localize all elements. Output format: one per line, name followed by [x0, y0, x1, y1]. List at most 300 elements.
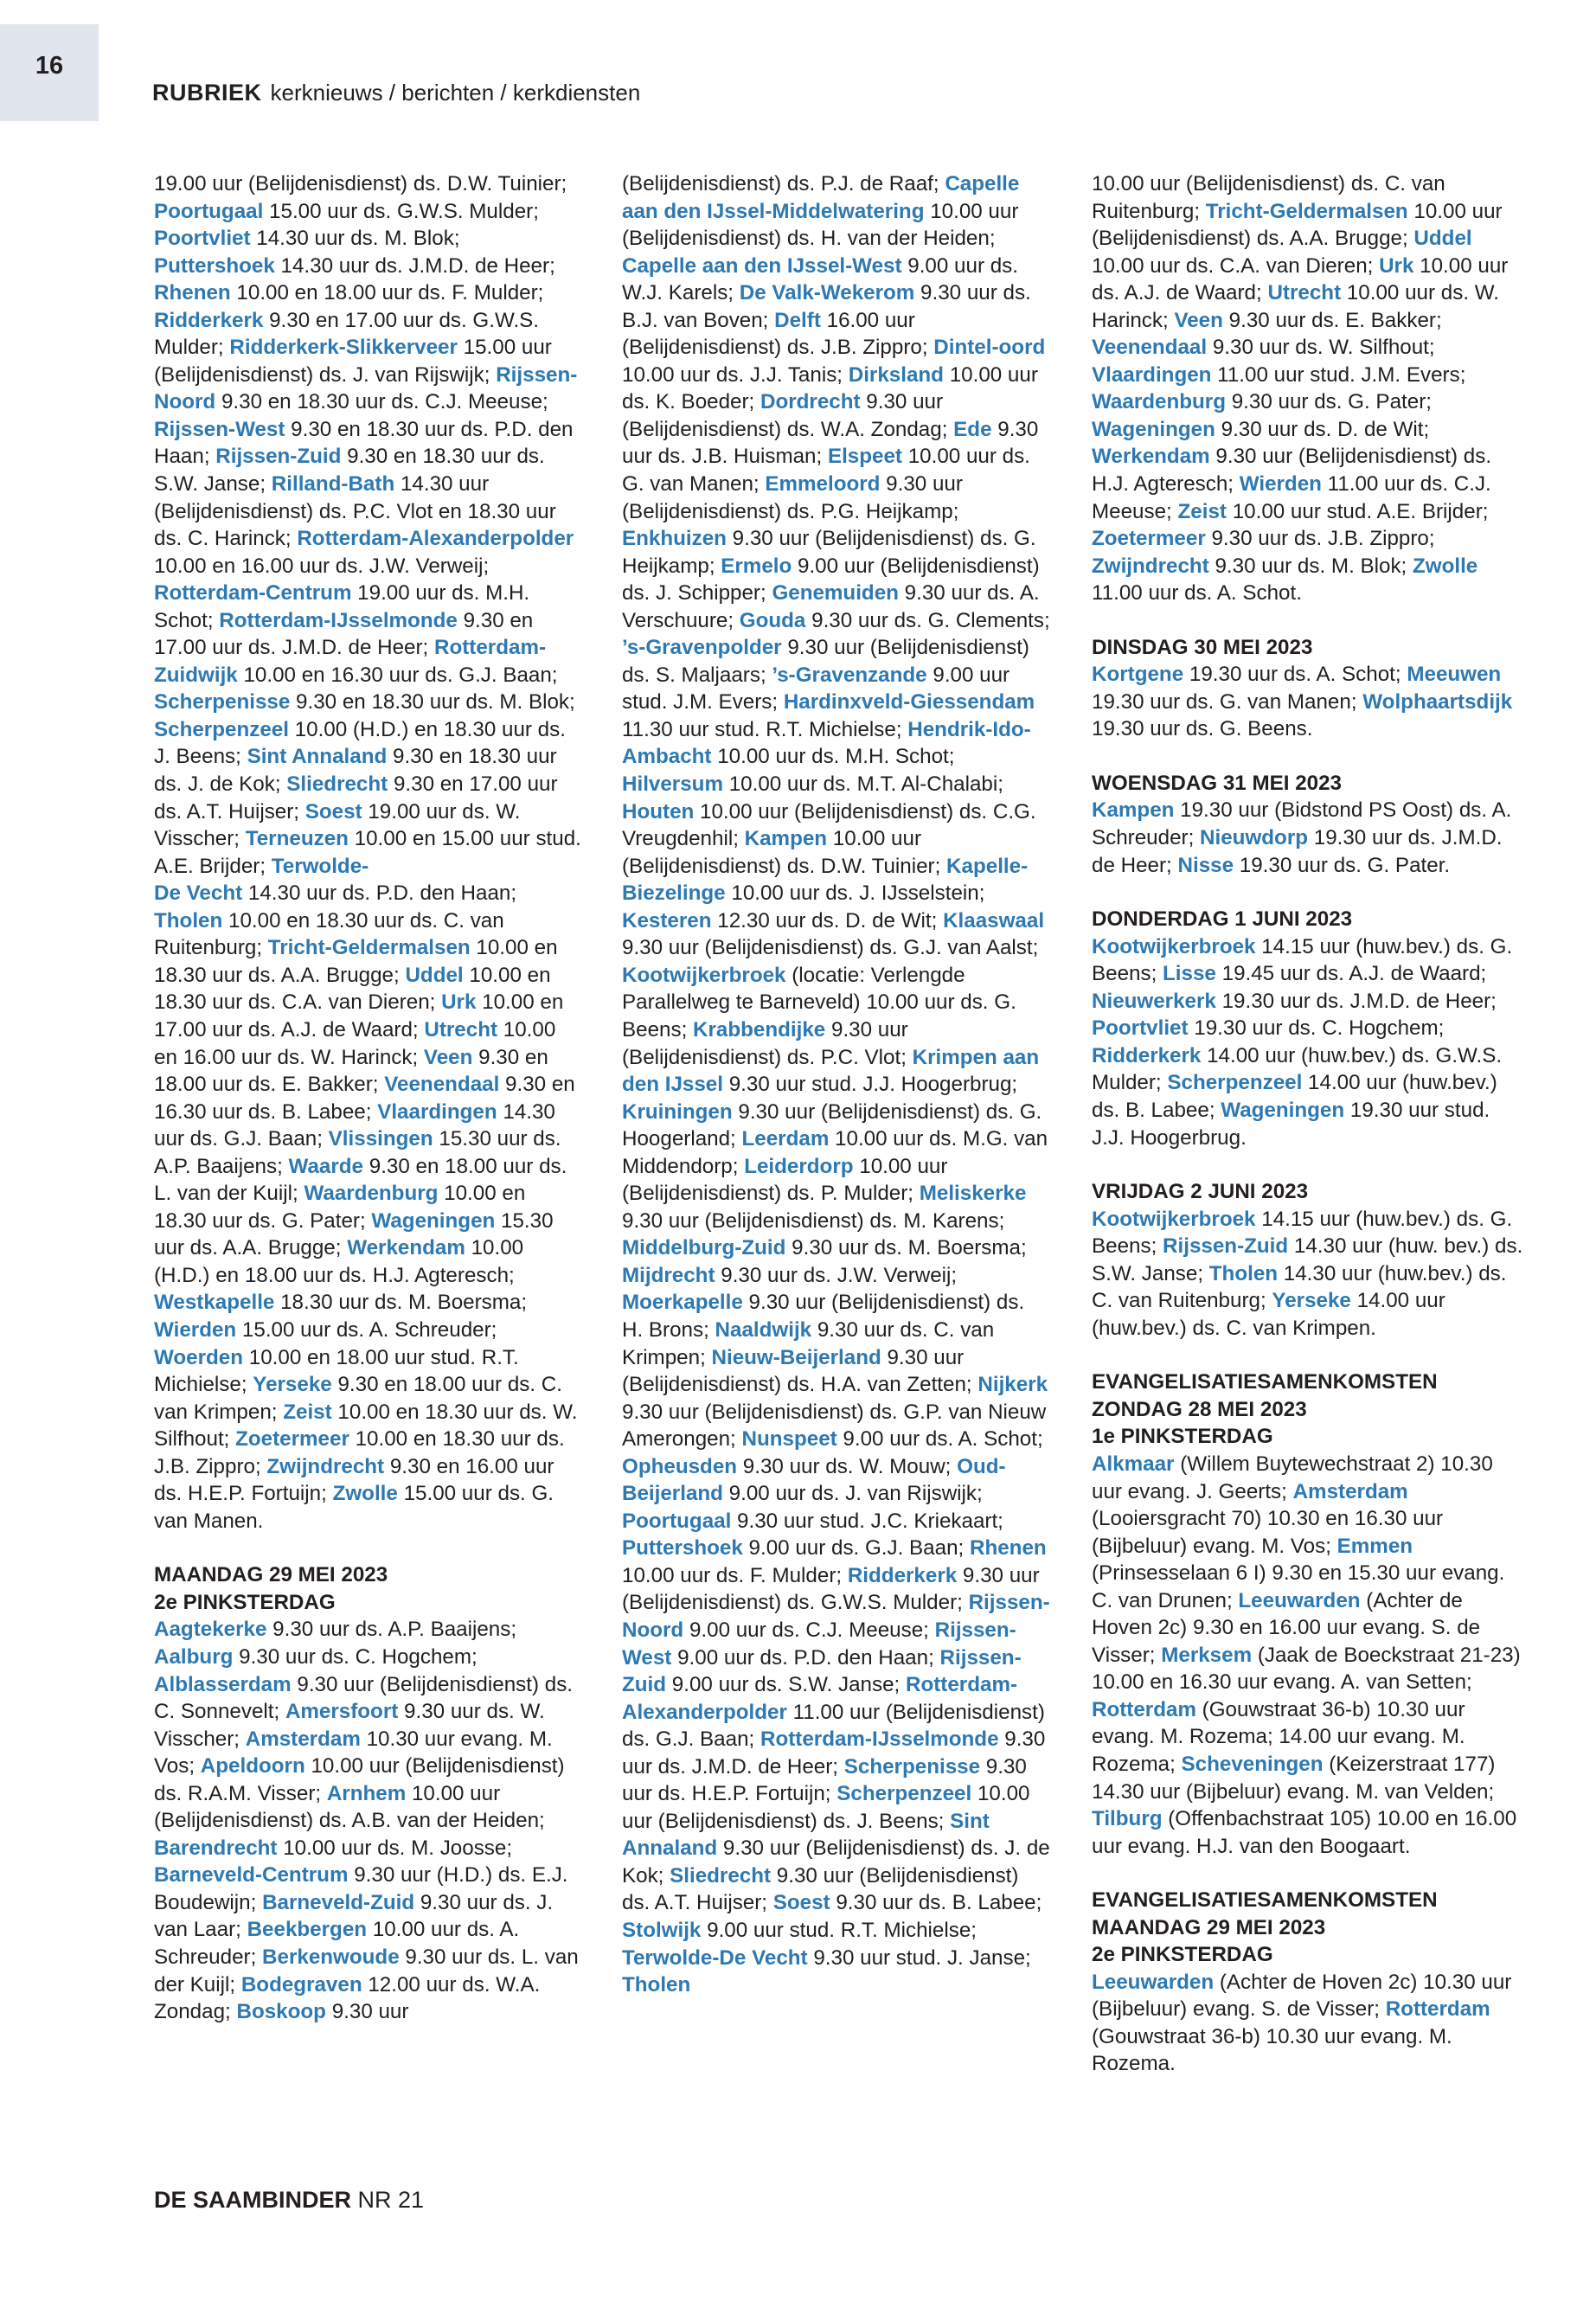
church-name: Delft [774, 308, 821, 332]
service-details: 10.00 uur ds. A.J. de Waard; [1092, 253, 1509, 305]
listing-section [154, 1561, 582, 2025]
church-name: Houten [622, 799, 695, 824]
church-name: Hilversum [622, 772, 723, 797]
church-name: Scherpenisse [843, 1754, 981, 1779]
service-details: 9.30 uur ds. C. Hogchem; [233, 1644, 478, 1669]
section-heading: EVANGELISATIESAMENKOMSTEN [1092, 1888, 1438, 1913]
church-name: Aalburg [154, 1644, 234, 1669]
service-details: 9.30 uur ds. W. Mouw; [737, 1454, 958, 1478]
listing-section [1092, 170, 1524, 607]
church-name: Barneveld-Zuid [262, 1890, 415, 1914]
service-details: 11.00 uur ds. C.J. Meeuse; [1092, 472, 1491, 523]
service-details: 19.30 uur (Bidstond PS Oost) ds. A. Schreuder; [1092, 798, 1512, 850]
service-details: 9.30 uur ds. H.E.P. Fortuijn; [622, 1754, 1027, 1806]
church-name: Veen [423, 1045, 473, 1069]
service-details: (Achter de Hoven 2c) 9.30 en 16.00 uur evang. S. de Visser; [1092, 1588, 1481, 1667]
service-details: 10.00 en 18.30 uur ds. G. Pater; [154, 1182, 526, 1233]
service-details: 9.30 en 18.30 uur ds. P.D. den Haan; [154, 417, 574, 469]
service-details: (locatie: Verlengde Parallelweg te Barneveld) 10.00 uur ds. G. Beens; [622, 963, 1016, 1042]
church-name: Poortvliet [154, 227, 251, 251]
church-name: Yerseke [1272, 1289, 1351, 1313]
column-1 [154, 170, 582, 2026]
church-name: ’s-Gravenpolder [622, 636, 782, 660]
service-details: 9.30 uur ds. G. Clements; [805, 608, 1050, 632]
service-details: 9.30 uur ds. J. van Laar; [154, 1890, 554, 1942]
church-name: Urk [1379, 253, 1414, 278]
church-name: Rhenen [154, 281, 231, 305]
section-heading: 1e PINKSTERDAG [1092, 1425, 1273, 1449]
service-details: 9.00 uur (Belijdenisdienst) ds. J. Schipper; [622, 554, 1040, 606]
service-details: 9.30 en 18.00 uur ds. C. van Krimpen; [154, 1373, 562, 1424]
service-details: 10.00 en 18.00 uur stud. R.T. Michielse; [154, 1345, 519, 1397]
service-details: 9.00 uur ds. G.J. Baan; [742, 1536, 970, 1561]
church-name: Sint Annaland [622, 1809, 990, 1861]
church-name: Waardenburg [1092, 390, 1226, 414]
church-name: Terwolde-De Vecht [622, 1945, 808, 1970]
church-name: Waarde [288, 1154, 364, 1178]
church-name: Mijdrecht [622, 1263, 715, 1287]
listing-section [1092, 634, 1524, 743]
service-details: 15.00 uur ds. A. Schreuder; [236, 1317, 497, 1342]
church-name: Stolwijk [622, 1919, 702, 1942]
service-details: 9.30 en 18.30 uur ds. C.J. Meeuse; [215, 390, 548, 414]
church-name: Naaldwijk [715, 1317, 812, 1342]
church-name: Nijkerk [977, 1373, 1048, 1397]
church-name: Rijssen-West [154, 417, 285, 441]
header-subtitle: kerknieuws / berichten / kerkdiensten [270, 80, 641, 106]
service-details: (Prinsesselaan 6 I) 9.30 en 15.30 uur evang. C. van Drunen; [1092, 1561, 1505, 1612]
church-name: Beekbergen [247, 1918, 368, 1942]
church-name: Kortgene [1092, 663, 1184, 687]
church-name: Rijssen-Zuid [215, 445, 342, 469]
church-name: Emmeloord [765, 472, 881, 497]
service-details: 9.00 uur ds. C.J. Meeuse; [683, 1618, 935, 1642]
church-name: Puttershoek [154, 253, 275, 278]
church-name: Barneveld-Centrum [154, 1863, 349, 1888]
service-details: 10.00 uur stud. A.E. Brijder; [1226, 499, 1489, 523]
church-name: Scherpenisse [154, 690, 291, 715]
service-details: 9.30 uur (Belijdenisdienst) ds. H.J. Agteresch; [1092, 445, 1492, 497]
service-details: 11.00 uur (Belijdenisdienst) ds. G.J. Baan; [622, 1700, 1045, 1752]
service-details: 9.30 uur ds. B.J. van Boven; [622, 281, 1031, 332]
service-details: 9.30 uur ds. G. Pater; [1226, 390, 1432, 414]
service-details: 10.00 en 18.00 uur ds. F. Mulder; [230, 281, 544, 305]
church-name: Hendrik-Ido-Ambacht [622, 717, 1031, 769]
church-name: Kapelle-Biezelinge [622, 854, 1029, 906]
church-name: Ridderkerk [1092, 1043, 1202, 1067]
church-name: Nisse [1177, 853, 1234, 877]
church-name: Nieuwerkerk [1092, 989, 1216, 1013]
service-details: 9.30 uur stud. J. Janse; [807, 1945, 1031, 1970]
service-details: 9.30 en 18.30 uur ds. J. de Kok; [154, 745, 557, 797]
service-details: 10.00 (H.D.) en 18.30 uur ds. J. Beens; [154, 717, 566, 769]
service-details: 16.00 uur (Belijdenisdienst) ds. J.B. Zippro; [622, 308, 934, 360]
service-details: 9.30 en 16.00 uur ds. H.E.P. Fortuijn; [154, 1454, 554, 1506]
church-name: Berkenwoude [262, 1945, 400, 1969]
church-name: Elspeet [827, 445, 902, 469]
service-details: 9.30 en 16.30 uur ds. B. Labee; [154, 1073, 575, 1124]
church-name: Wageningen [1221, 1098, 1345, 1122]
church-name: Poortugaal [154, 199, 264, 223]
page-footer [154, 2187, 424, 2214]
service-details: 10.00 uur ds. M. Joosse; [277, 1836, 513, 1860]
church-name: Rijssen-Zuid [622, 1645, 1022, 1697]
service-details: 9.30 uur (Belijdenisdienst) ds. A.T. Huijser; [622, 1863, 1019, 1915]
church-name: Dirksland [848, 362, 944, 387]
service-details: 9.00 uur ds. S.W. Janse; [666, 1673, 906, 1697]
page-header [152, 80, 640, 106]
church-name: Capelle aan den IJssel-Middelwatering [622, 172, 1020, 223]
church-name: Dordrecht [760, 390, 861, 414]
service-details: 10.00 uur ds. W. Harinck; [1092, 281, 1499, 332]
service-details: (Keizerstraat 177) 14.30 uur (Bijbeluur) evang. M. van Velden; [1092, 1752, 1496, 1804]
service-details: 9.30 uur (Belijdenisdienst) ds. C. Sonnevelt; [154, 1672, 574, 1724]
church-name: Zeist [283, 1400, 332, 1424]
church-name: Veen [1174, 308, 1223, 332]
church-name: Leiderdorp [744, 1154, 854, 1178]
church-name: Puttershoek [622, 1536, 743, 1561]
service-details: 9.30 uur (Belijdenisdienst) ds. H. Brons; [622, 1291, 1025, 1342]
section-heading: EVANGELISATIESAMENKOMSTEN [1092, 1370, 1438, 1394]
church-name: Scherpenzeel [836, 1782, 972, 1806]
church-name: Scherpenzeel [154, 717, 289, 741]
church-name: Krimpen aan den IJssel [622, 1045, 1040, 1097]
church-name: Meliskerke [919, 1182, 1027, 1206]
church-name: Wierden [154, 1317, 237, 1342]
church-name: Meeuwen [1407, 663, 1502, 687]
church-name: Rotterdam [1385, 1997, 1490, 2022]
church-name: Amersfoort [285, 1700, 399, 1724]
header-rubric: RUBRIEK [152, 80, 262, 106]
church-name: Vlaardingen [377, 1099, 497, 1124]
service-details: 10.00 en 16.00 uur ds. J.W. Verweij; [154, 554, 490, 578]
service-details: 9.30 uur (Belijdenisdienst) ds. P.C. Vlot; [622, 1017, 913, 1069]
church-name: Kampen [744, 827, 828, 851]
listing-section [622, 170, 1050, 1999]
service-details: 9.30 uur ds. M. Blok; [1208, 554, 1413, 578]
church-name: Wierden [1239, 472, 1322, 497]
service-details: 11.30 uur stud. R.T. Michielse; [622, 717, 908, 741]
service-details: 10.00 uur (Belijdenisdienst) ds. D.W. Tuinier; [622, 827, 947, 878]
church-name: Utrecht [424, 1017, 498, 1042]
church-name: Scherpenzeel [1167, 1071, 1303, 1095]
service-details: 9.30 uur ds. B. Labee; [830, 1891, 1042, 1915]
church-name: Krabbendijke [693, 1017, 826, 1042]
church-name: Leeuwarden [1092, 1970, 1215, 1994]
church-name: Rotterdam-Alexanderpolder [622, 1673, 1018, 1724]
service-details: 9.30 uur ds. M. Boersma; [785, 1236, 1027, 1260]
service-details: 14.30 uur (Belijdenisdienst) ds. P.C. Vlot en 18.30 uur ds. C. Harinck; [154, 472, 556, 551]
service-details: 9.30 uur ds. W. Visscher; [154, 1700, 545, 1751]
listing-section [1092, 770, 1524, 879]
service-details: 10.00 uur (Belijdenisdienst) ds. A.A. Brugge; [1092, 199, 1503, 251]
service-details: 10.00 uur (Belijdenisdienst) ds. C. van Ruitenburg; [1092, 172, 1445, 223]
service-details: 9.30 en 18.00 uur ds. E. Bakker; [154, 1045, 548, 1097]
service-details: 10.00 uur (Belijdenisdienst) ds. R.A.M. Visser; [154, 1754, 565, 1805]
service-details: (Belijdenisdienst) ds. P.J. de Raaf; [622, 172, 945, 195]
service-details: 10.00 uur ds. G. van Manen; [622, 445, 1030, 497]
church-name: Yerseke [253, 1373, 332, 1397]
service-details: 9.30 uur ds. E. Bakker; [1222, 308, 1442, 332]
church-name: Terwolde- [271, 854, 369, 878]
service-details: 9.30 uur (Belijdenisdienst) ds. S. Maljaars; [622, 636, 1029, 687]
service-details: 14.30 uur ds. P.D. den Haan; [242, 881, 517, 906]
service-details: 9.30 uur (Belijdenisdienst) ds. P.G. Heijkamp; [622, 472, 963, 523]
church-name: Rijssen-Noord [154, 362, 578, 414]
service-details: 14.30 uur (huw. bev.) ds. S.W. Janse; [1092, 1234, 1523, 1285]
church-name: Tilburg [1092, 1807, 1163, 1831]
church-name: Aagtekerke [154, 1618, 267, 1642]
listing-section [1092, 1178, 1524, 1342]
service-details: 15.00 uur ds. G. van Manen. [154, 1482, 554, 1533]
church-name: Tricht-Geldermalsen [267, 936, 471, 960]
service-details: 10.00 uur (Belijdenisdienst) ds. A.B. van der Heiden; [154, 1781, 545, 1833]
service-details: 9.30 uur (Belijdenisdienst) ds. J. de Kok; [622, 1836, 1050, 1888]
service-details: 11.00 uur stud. J.M. Evers; [1211, 362, 1466, 387]
service-details: 9.30 uur (Belijdenisdienst) ds. G. Hoogerland; [622, 1099, 1042, 1151]
service-details: 10.00 uur ds. K. Boeder; [622, 362, 1038, 414]
church-name: Ermelo [721, 554, 792, 578]
church-name: Hardinxveld-Giessendam [783, 690, 1035, 715]
church-name: Wolphaartsdijk [1362, 689, 1513, 714]
service-details: 15.00 uur ds. G.W.S. Mulder; [263, 199, 539, 223]
service-details: 14.30 uur ds. G.J. Baan; [154, 1099, 555, 1151]
service-details: (Offenbachstraat 105) 10.00 en 16.00 uur evang. H.J. van den Boogaart. [1092, 1807, 1517, 1858]
church-name: Werkendam [1092, 445, 1210, 469]
service-details: 9.30 en 18.30 uur ds. S.W. Janse; [154, 445, 545, 497]
church-name: Sliedrecht [286, 772, 388, 797]
church-name: Lisse [1163, 962, 1216, 986]
church-name: Alkmaar [1092, 1452, 1175, 1476]
service-details: 9.30 uur [325, 2000, 409, 2024]
church-name: Zwijndrecht [1092, 554, 1209, 578]
service-details: 9.30 en 18.30 uur ds. M. Blok; [290, 690, 575, 715]
service-details: (Looiersgracht 70) 10.30 en 16.30 uur (Bijbeluur) evang. M. Vos; [1092, 1507, 1444, 1558]
church-name: Wageningen [371, 1208, 496, 1233]
church-name: Nieuwdorp [1200, 826, 1309, 850]
section-heading: MAANDAG 29 MEI 2023 [1092, 1915, 1326, 1939]
church-name: Ridderkerk [847, 1563, 958, 1587]
church-name: Leeuwarden [1238, 1588, 1361, 1612]
church-name: Rotterdam-IJsselmonde [219, 608, 458, 632]
service-details: 10.00 (H.D.) en 18.00 uur ds. H.J. Agteresch; [154, 1236, 524, 1287]
service-details: 10.00 en 15.00 uur stud. A.E. Brijder; [154, 827, 581, 878]
section-heading: DONDERDAG 1 JUNI 2023 [1092, 907, 1353, 932]
section-heading: WOENSDAG 31 MEI 2023 [1092, 771, 1342, 795]
service-details: 19.30 uur stud. J.J. Hoogerbrug. [1092, 1098, 1490, 1150]
footer-issue: NR 21 [357, 2187, 425, 2213]
church-name: De Valk-Wekerom [739, 281, 915, 305]
service-details: 9.30 uur ds. A. Verschuure; [622, 581, 1040, 632]
church-name: Nieuw-Beijerland [711, 1345, 881, 1369]
service-details: 19.30 uur ds. A. Schot; [1183, 663, 1407, 687]
service-details: 10.30 uur evang. M. Vos; [154, 1727, 553, 1779]
service-details: (Achter de Hoven 2c) 10.30 uur (Bijbeluur) evang. S. de Visser; [1092, 1970, 1512, 2022]
service-details: 10.00 uur (Belijdenisdienst) ds. C.G. Vreugdenhil; [622, 799, 1036, 851]
church-name: Nunspeet [741, 1427, 837, 1452]
service-details: (Gouwstraat 36-b) 10.30 uur evang. M. Rozema; 14.00 uur evang. M. Rozema; [1092, 1697, 1465, 1776]
service-details: 9.30 uur (Belijdenisdienst) ds. G.W.S. Mulder; [622, 1563, 1040, 1615]
service-details: 14.30 uur ds. J.M.D. de Heer; [274, 253, 555, 278]
service-details: 10.00 uur ds. J.J. Tanis; [622, 362, 849, 387]
church-name: Soest [772, 1891, 830, 1915]
church-name: Enkhuizen [622, 527, 727, 551]
column-3 [1092, 170, 1524, 2078]
church-name: Tricht-Geldermalsen [1205, 199, 1408, 223]
church-name: Rotterdam [1092, 1697, 1196, 1721]
service-details: 10.00 en 16.00 uur ds. W. Harinck; [154, 1017, 556, 1069]
church-name: Poortvliet [1092, 1016, 1189, 1041]
service-details: (Willem Buytewechstraat 2) 10.30 uur evang. J. Geerts; [1092, 1452, 1493, 1503]
church-name: Zwolle [332, 1482, 398, 1506]
service-details: 12.30 uur ds. D. de Wit; [711, 908, 944, 933]
church-name: Kootwijkerbroek [622, 963, 786, 987]
service-details: 9.30 en 17.00 uur ds. A.T. Huijser; [154, 772, 558, 824]
service-details: 9.30 uur (Belijdenisdienst) ds. G.J. van Aalst; [622, 936, 1039, 960]
church-name: Gouda [739, 608, 806, 632]
church-name: Arnhem [326, 1781, 407, 1805]
service-details: 10.00 uur (Belijdenisdienst) ds. J. Beens; [622, 1782, 1030, 1833]
church-name: Merksem [1161, 1643, 1253, 1667]
church-name: Klaaswaal [943, 908, 1045, 933]
service-details: 10.00 uur ds. F. Mulder; [622, 1563, 848, 1587]
church-name: Zwolle [1413, 554, 1478, 578]
service-details: 11.00 uur ds. A. Schot. [1092, 581, 1302, 606]
church-name: Zeist [1177, 499, 1227, 523]
service-details: 9.30 uur (Belijdenisdienst) ds. G. Heijkamp; [622, 527, 1036, 578]
section-heading: VRIJDAG 2 JUNI 2023 [1092, 1180, 1309, 1204]
church-name: Middelburg-Zuid [622, 1236, 786, 1260]
church-name: Ridderkerk-Slikkerveer [229, 336, 458, 360]
service-details: (Jaak de Boeckstraat 21-23) 10.00 en 16.30 uur evang. A. van Setten; [1092, 1643, 1521, 1695]
service-details: 9.00 uur ds. J. van Rijswijk; [722, 1482, 983, 1506]
church-name: Rotterdam-IJsselmonde [760, 1727, 999, 1752]
church-name: Soest [304, 799, 362, 824]
service-details: 19.30 uur ds. J.M.D. de Heer; [1215, 989, 1497, 1013]
service-details: 9.30 en 18.00 uur ds. L. van der Kuijl; [154, 1154, 567, 1206]
service-details: 12.00 uur ds. W.A. Zondag; [154, 1972, 541, 2024]
service-details: 9.30 uur ds. A.P. Baaijens; [266, 1618, 517, 1642]
listing-section [1092, 906, 1524, 1151]
listing-section [154, 170, 582, 1535]
church-name: Utrecht [1267, 281, 1342, 305]
church-name: Barendrecht [154, 1836, 278, 1860]
service-details: 9.30 uur ds. W. Silfhout; [1207, 336, 1435, 360]
church-name: Kruiningen [622, 1099, 733, 1124]
church-name: Alblasserdam [154, 1672, 292, 1696]
service-details: 14.15 uur (huw.bev.) ds. G. Beens; [1092, 1207, 1513, 1259]
footer-title: DE SAAMBINDER [154, 2187, 352, 2213]
church-name: Genemuiden [772, 581, 899, 606]
church-name: Vlaardingen [1092, 362, 1212, 387]
church-name: Tholen [1208, 1261, 1279, 1285]
service-details: 9.00 uur ds. W.J. Karels; [622, 253, 1018, 305]
section-heading: MAANDAG 29 MEI 2023 [154, 1563, 388, 1587]
church-name: Poortugaal [622, 1509, 732, 1533]
church-name: Ede [953, 417, 992, 441]
church-name: Rilland-Bath [271, 472, 395, 497]
church-name: Rhenen [969, 1536, 1047, 1561]
church-name: Rotterdam-Zuidwijk [154, 636, 547, 687]
service-details: 19.00 uur ds. W. Visscher; [154, 799, 521, 851]
listing-section [1092, 1887, 1524, 2078]
service-details: 19.30 uur ds. J.M.D. de Heer; [1092, 826, 1503, 877]
church-name: Boskoop [236, 2000, 326, 2024]
section-heading: 2e PINKSTERDAG [1092, 1943, 1273, 1967]
service-details: 10.00 en 16.30 uur ds. G.J. Baan; [237, 663, 558, 687]
service-details: 9.30 uur ds. J.B. Zippro; [1205, 527, 1435, 551]
service-details: 9.30 uur ds. L. van der Kuijl; [154, 1945, 579, 1997]
church-name: Werkendam [347, 1236, 465, 1260]
service-details: 9.30 en 17.00 uur ds. J.M.D. de Heer; [154, 608, 534, 660]
service-details: 9.30 en 17.00 uur ds. G.W.S. Mulder; [154, 308, 540, 360]
church-name: Rotterdam-Centrum [154, 581, 352, 606]
service-details: 9.30 uur (H.D.) ds. E.J. Boudewijn; [154, 1863, 568, 1914]
service-details: 14.30 uur ds. M. Blok; [250, 227, 460, 251]
church-name: Tholen [622, 1973, 691, 1997]
church-name: Scheveningen [1181, 1752, 1324, 1776]
service-details: 9.00 uur stud. J.M. Evers; [622, 663, 1010, 715]
service-details: 10.00 en 18.30 uur ds. A.A. Brugge; [154, 936, 558, 987]
service-details: 14.00 uur (huw.bev.) ds. G.W.S. Mulder; [1092, 1043, 1503, 1095]
church-name: Kootwijkerbroek [1092, 1207, 1256, 1231]
listing-section [1092, 1368, 1524, 1860]
service-details: 9.30 uur ds. J.M.D. de Heer; [622, 1727, 1046, 1779]
service-details: 10.00 en 18.30 uur ds. W. Silfhout; [154, 1400, 578, 1452]
church-name: Terneuzen [245, 827, 349, 851]
column-2 [622, 170, 1050, 1999]
church-name: Bodegraven [240, 1972, 362, 1997]
church-name: Zoetermeer [1092, 527, 1206, 551]
service-details: 10.00 uur ds. J. IJsselstein; [725, 881, 985, 906]
service-details: 9.30 uur stud. J.C. Kriekaart; [731, 1509, 1003, 1533]
church-name: Capelle aan den IJssel-West [622, 253, 902, 278]
service-details: 9.30 uur ds. C. van Krimpen; [622, 1317, 995, 1369]
service-details: 9.30 uur (Belijdenisdienst) ds. M. Karens; [622, 1208, 1005, 1233]
church-name: Ridderkerk [154, 308, 264, 332]
church-name: Amsterdam [245, 1727, 361, 1751]
service-details: 19.00 uur (Belijdenisdienst) ds. D.W. Tuinier; [154, 172, 567, 195]
church-name: Veenendaal [1092, 336, 1208, 360]
service-details: 9.30 uur stud. J.J. Hoogerbrug; [722, 1073, 1018, 1097]
service-details: 9.00 uur ds. P.D. den Haan; [671, 1645, 940, 1670]
service-details: 14.30 uur (huw.bev.) ds. C. van Ruitenburg; [1092, 1261, 1507, 1313]
church-name: Tholen [154, 908, 223, 933]
service-details: 10.00 en 18.30 uur ds. C.A. van Dieren; [154, 963, 551, 1015]
section-heading: 2e PINKSTERDAG [154, 1590, 336, 1614]
service-details: 10.00 uur ds. M.G. van Middendorp; [622, 1127, 1048, 1178]
church-name: Moerkapelle [622, 1291, 743, 1315]
service-details: 9.30 uur (Belijdenisdienst) ds. W.A. Zondag; [622, 390, 954, 441]
church-name: Kootwijkerbroek [1092, 934, 1256, 958]
church-name: Zwijndrecht [266, 1454, 385, 1478]
service-details: 9.30 uur ds. D. de Wit; [1215, 417, 1430, 441]
church-name: Sint Annaland [247, 745, 388, 769]
church-name: ’s-Gravenzande [772, 663, 927, 687]
church-name: Rijssen-West [622, 1618, 1016, 1670]
service-details: 19.45 uur ds. A.J. de Waard; [1215, 962, 1487, 986]
service-details: 9.30 uur ds. J.B. Huisman; [622, 417, 1039, 469]
church-name: Opheusden [622, 1454, 738, 1478]
church-name: Dintel-oord [933, 336, 1046, 360]
church-name: Uddel [1413, 227, 1472, 251]
church-name: Woerden [154, 1345, 244, 1369]
church-name: Oud-Beijerland [622, 1454, 1006, 1506]
service-details: 19.30 uur ds. G. Beens. [1092, 717, 1313, 741]
church-name: Amsterdam [1292, 1479, 1408, 1503]
church-name: Apeldoorn [200, 1754, 305, 1779]
service-details: 19.30 uur ds. G. Pater. [1234, 853, 1451, 877]
